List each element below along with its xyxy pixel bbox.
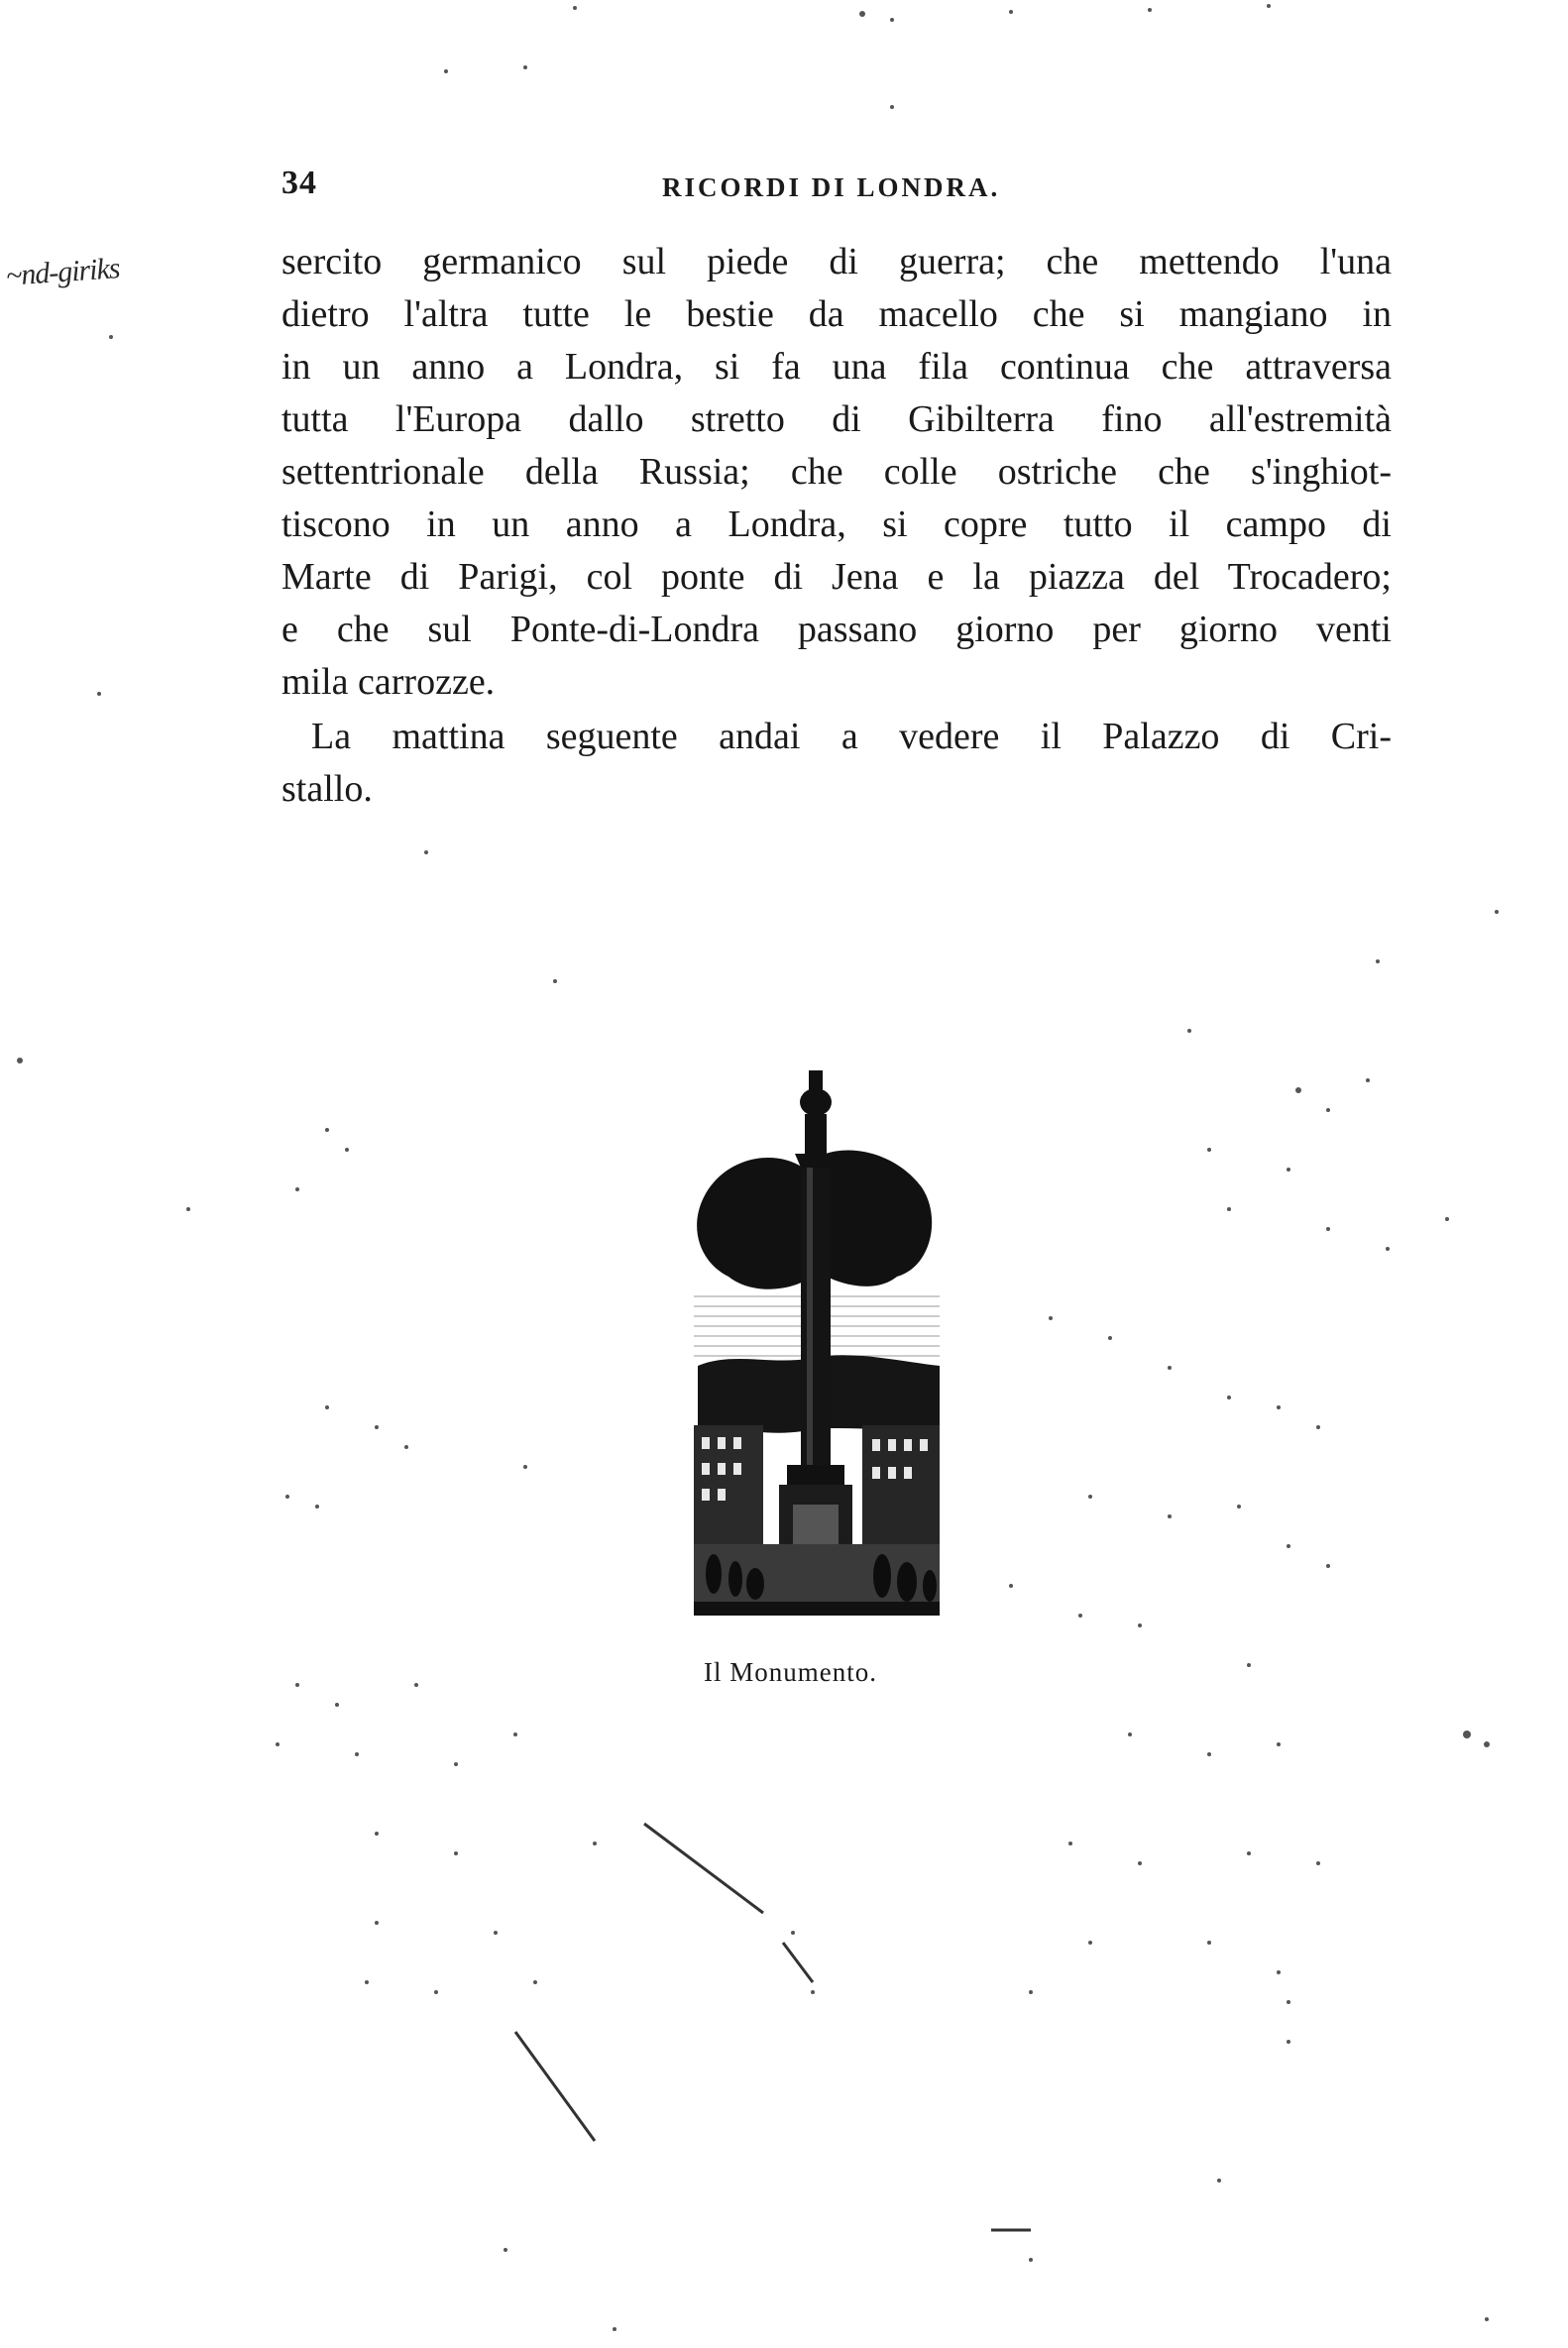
text-line: e che sul Ponte-di-Londra passano giorno per giorno venti <box>281 609 1392 650</box>
monument-illustration <box>684 1068 950 1618</box>
figure-caption: Il Monumento. <box>704 1657 877 1687</box>
text-line: dietro l'altra tutte le bestie da macello che si mangiano in <box>281 293 1392 335</box>
text-line: sercito germanico sul piede di guerra; che mettendo l'una <box>281 241 1392 282</box>
text-line: tiscono in un anno a Londra, si copre tutto il campo di <box>281 503 1392 545</box>
text-line: in un anno a Londra, si fa una fila continua che attraversa <box>281 346 1392 388</box>
text-line: settentrionale della Russia; che colle ostriche che s'inghiot- <box>281 451 1392 493</box>
paragraph <box>281 711 1392 816</box>
text-line: stallo. <box>281 768 373 810</box>
paragraph <box>281 236 1392 709</box>
running-head: RICORDI DI LONDRA. <box>662 172 1001 202</box>
text-line: tutta l'Europa dallo stretto di Gibilterra fino all'estremità <box>281 398 1392 440</box>
text-line: Marte di Parigi, col ponte di Jena e la piazza del Trocadero; <box>281 556 1392 598</box>
text-line: mila carrozze. <box>281 661 496 703</box>
monument-engraving-icon <box>684 1068 950 1618</box>
margin-note: ~nd-giriks <box>4 252 121 292</box>
text-line: La mattina seguente andai a vedere il Palazzo di Cri- <box>311 716 1392 757</box>
page-number: 34 <box>281 165 317 201</box>
body-text <box>281 236 1392 816</box>
